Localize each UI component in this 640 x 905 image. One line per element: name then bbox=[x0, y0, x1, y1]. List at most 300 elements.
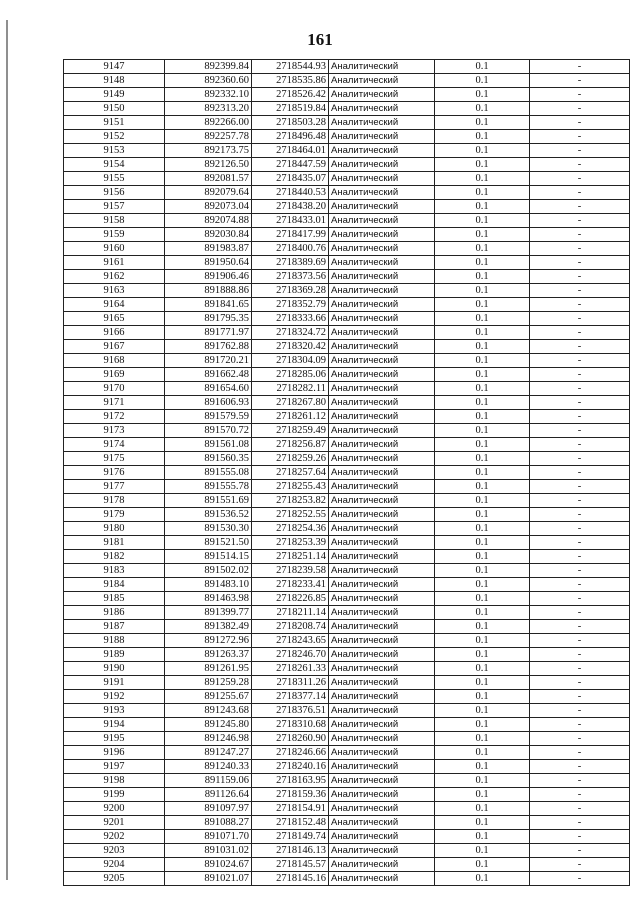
extra-cell: - bbox=[530, 774, 630, 788]
point-number-cell: 9187 bbox=[64, 620, 165, 634]
method-cell: Аналитический bbox=[329, 270, 435, 284]
table-row bbox=[64, 662, 630, 676]
x-coordinate-cell: 892266.00 bbox=[165, 116, 252, 130]
accuracy-cell: 0.1 bbox=[435, 816, 530, 830]
table-row bbox=[64, 872, 630, 886]
table-row bbox=[64, 718, 630, 732]
table-row bbox=[64, 704, 630, 718]
table-row bbox=[64, 746, 630, 760]
table-row bbox=[64, 326, 630, 340]
x-coordinate-cell: 892081.57 bbox=[165, 172, 252, 186]
table-row bbox=[64, 60, 630, 74]
extra-cell: - bbox=[530, 606, 630, 620]
extra-cell: - bbox=[530, 746, 630, 760]
x-coordinate-cell: 891579.59 bbox=[165, 410, 252, 424]
method-cell: Аналитический bbox=[329, 536, 435, 550]
x-coordinate-cell: 892313.20 bbox=[165, 102, 252, 116]
extra-cell: - bbox=[530, 186, 630, 200]
extra-cell: - bbox=[530, 60, 630, 74]
table-row bbox=[64, 858, 630, 872]
x-coordinate-cell: 892360.60 bbox=[165, 74, 252, 88]
point-number-cell: 9152 bbox=[64, 130, 165, 144]
x-coordinate-cell: 891841.65 bbox=[165, 298, 252, 312]
accuracy-cell: 0.1 bbox=[435, 494, 530, 508]
y-coordinate-cell: 2718535.86 bbox=[252, 74, 329, 88]
point-number-cell: 9164 bbox=[64, 298, 165, 312]
coordinates-table bbox=[63, 59, 630, 886]
accuracy-cell: 0.1 bbox=[435, 340, 530, 354]
extra-cell: - bbox=[530, 676, 630, 690]
y-coordinate-cell: 2718464.01 bbox=[252, 144, 329, 158]
accuracy-cell: 0.1 bbox=[435, 116, 530, 130]
x-coordinate-cell: 891795.35 bbox=[165, 312, 252, 326]
accuracy-cell: 0.1 bbox=[435, 774, 530, 788]
table-row bbox=[64, 116, 630, 130]
method-cell: Аналитический bbox=[329, 564, 435, 578]
point-number-cell: 9157 bbox=[64, 200, 165, 214]
accuracy-cell: 0.1 bbox=[435, 830, 530, 844]
accuracy-cell: 0.1 bbox=[435, 354, 530, 368]
y-coordinate-cell: 2718417.99 bbox=[252, 228, 329, 242]
y-coordinate-cell: 2718440.53 bbox=[252, 186, 329, 200]
accuracy-cell: 0.1 bbox=[435, 298, 530, 312]
y-coordinate-cell: 2718310.68 bbox=[252, 718, 329, 732]
point-number-cell: 9149 bbox=[64, 88, 165, 102]
point-number-cell: 9160 bbox=[64, 242, 165, 256]
accuracy-cell: 0.1 bbox=[435, 158, 530, 172]
method-cell: Аналитический bbox=[329, 802, 435, 816]
point-number-cell: 9190 bbox=[64, 662, 165, 676]
y-coordinate-cell: 2718304.09 bbox=[252, 354, 329, 368]
y-coordinate-cell: 2718311.26 bbox=[252, 676, 329, 690]
table-row bbox=[64, 312, 630, 326]
method-cell: Аналитический bbox=[329, 312, 435, 326]
table-row bbox=[64, 466, 630, 480]
accuracy-cell: 0.1 bbox=[435, 312, 530, 326]
point-number-cell: 9204 bbox=[64, 858, 165, 872]
x-coordinate-cell: 891521.50 bbox=[165, 536, 252, 550]
accuracy-cell: 0.1 bbox=[435, 536, 530, 550]
extra-cell: - bbox=[530, 718, 630, 732]
point-number-cell: 9177 bbox=[64, 480, 165, 494]
table-row bbox=[64, 494, 630, 508]
x-coordinate-cell: 892126.50 bbox=[165, 158, 252, 172]
y-coordinate-cell: 2718320.42 bbox=[252, 340, 329, 354]
extra-cell: - bbox=[530, 284, 630, 298]
y-coordinate-cell: 2718369.28 bbox=[252, 284, 329, 298]
method-cell: Аналитический bbox=[329, 718, 435, 732]
point-number-cell: 9167 bbox=[64, 340, 165, 354]
point-number-cell: 9162 bbox=[64, 270, 165, 284]
method-cell: Аналитический bbox=[329, 578, 435, 592]
table-row bbox=[64, 802, 630, 816]
point-number-cell: 9191 bbox=[64, 676, 165, 690]
extra-cell: - bbox=[530, 592, 630, 606]
table-row bbox=[64, 256, 630, 270]
accuracy-cell: 0.1 bbox=[435, 284, 530, 298]
table-row bbox=[64, 340, 630, 354]
point-number-cell: 9182 bbox=[64, 550, 165, 564]
x-coordinate-cell: 891536.52 bbox=[165, 508, 252, 522]
accuracy-cell: 0.1 bbox=[435, 592, 530, 606]
method-cell: Аналитический bbox=[329, 172, 435, 186]
method-cell: Аналитический bbox=[329, 144, 435, 158]
y-coordinate-cell: 2718257.64 bbox=[252, 466, 329, 480]
accuracy-cell: 0.1 bbox=[435, 228, 530, 242]
x-coordinate-cell: 891530.30 bbox=[165, 522, 252, 536]
x-coordinate-cell: 891514.15 bbox=[165, 550, 252, 564]
point-number-cell: 9181 bbox=[64, 536, 165, 550]
x-coordinate-cell: 891247.27 bbox=[165, 746, 252, 760]
method-cell: Аналитический bbox=[329, 508, 435, 522]
extra-cell: - bbox=[530, 270, 630, 284]
method-cell: Аналитический bbox=[329, 774, 435, 788]
table-row bbox=[64, 550, 630, 564]
accuracy-cell: 0.1 bbox=[435, 858, 530, 872]
x-coordinate-cell: 891126.64 bbox=[165, 788, 252, 802]
y-coordinate-cell: 2718146.13 bbox=[252, 844, 329, 858]
table-row bbox=[64, 144, 630, 158]
table-row bbox=[64, 172, 630, 186]
method-cell: Аналитический bbox=[329, 256, 435, 270]
table-row bbox=[64, 760, 630, 774]
extra-cell: - bbox=[530, 466, 630, 480]
extra-cell: - bbox=[530, 228, 630, 242]
extra-cell: - bbox=[530, 438, 630, 452]
table-row bbox=[64, 816, 630, 830]
method-cell: Аналитический bbox=[329, 116, 435, 130]
point-number-cell: 9153 bbox=[64, 144, 165, 158]
point-number-cell: 9147 bbox=[64, 60, 165, 74]
extra-cell: - bbox=[530, 396, 630, 410]
extra-cell: - bbox=[530, 550, 630, 564]
x-coordinate-cell: 891399.77 bbox=[165, 606, 252, 620]
accuracy-cell: 0.1 bbox=[435, 522, 530, 536]
table-row bbox=[64, 424, 630, 438]
x-coordinate-cell: 891088.27 bbox=[165, 816, 252, 830]
extra-cell: - bbox=[530, 326, 630, 340]
point-number-cell: 9158 bbox=[64, 214, 165, 228]
extra-cell: - bbox=[530, 732, 630, 746]
table-row bbox=[64, 298, 630, 312]
y-coordinate-cell: 2718260.90 bbox=[252, 732, 329, 746]
point-number-cell: 9174 bbox=[64, 438, 165, 452]
accuracy-cell: 0.1 bbox=[435, 676, 530, 690]
extra-cell: - bbox=[530, 382, 630, 396]
point-number-cell: 9186 bbox=[64, 606, 165, 620]
accuracy-cell: 0.1 bbox=[435, 732, 530, 746]
extra-cell: - bbox=[530, 144, 630, 158]
y-coordinate-cell: 2718243.65 bbox=[252, 634, 329, 648]
x-coordinate-cell: 891243.68 bbox=[165, 704, 252, 718]
extra-cell: - bbox=[530, 256, 630, 270]
accuracy-cell: 0.1 bbox=[435, 326, 530, 340]
y-coordinate-cell: 2718259.26 bbox=[252, 452, 329, 466]
method-cell: Аналитический bbox=[329, 298, 435, 312]
y-coordinate-cell: 2718259.49 bbox=[252, 424, 329, 438]
method-cell: Аналитический bbox=[329, 830, 435, 844]
extra-cell: - bbox=[530, 690, 630, 704]
y-coordinate-cell: 2718285.06 bbox=[252, 368, 329, 382]
accuracy-cell: 0.1 bbox=[435, 396, 530, 410]
accuracy-cell: 0.1 bbox=[435, 424, 530, 438]
accuracy-cell: 0.1 bbox=[435, 466, 530, 480]
table-row bbox=[64, 690, 630, 704]
x-coordinate-cell: 892399.84 bbox=[165, 60, 252, 74]
table-row bbox=[64, 270, 630, 284]
method-cell: Аналитический bbox=[329, 102, 435, 116]
method-cell: Аналитический bbox=[329, 606, 435, 620]
x-coordinate-cell: 891245.80 bbox=[165, 718, 252, 732]
extra-cell: - bbox=[530, 74, 630, 88]
x-coordinate-cell: 892030.84 bbox=[165, 228, 252, 242]
method-cell: Аналитический bbox=[329, 746, 435, 760]
extra-cell: - bbox=[530, 452, 630, 466]
extra-cell: - bbox=[530, 620, 630, 634]
point-number-cell: 9183 bbox=[64, 564, 165, 578]
method-cell: Аналитический bbox=[329, 816, 435, 830]
point-number-cell: 9178 bbox=[64, 494, 165, 508]
x-coordinate-cell: 892079.64 bbox=[165, 186, 252, 200]
table-row bbox=[64, 732, 630, 746]
y-coordinate-cell: 2718240.16 bbox=[252, 760, 329, 774]
point-number-cell: 9189 bbox=[64, 648, 165, 662]
y-coordinate-cell: 2718389.69 bbox=[252, 256, 329, 270]
point-number-cell: 9180 bbox=[64, 522, 165, 536]
x-coordinate-cell: 891762.88 bbox=[165, 340, 252, 354]
table-row bbox=[64, 564, 630, 578]
extra-cell: - bbox=[530, 704, 630, 718]
extra-cell: - bbox=[530, 340, 630, 354]
y-coordinate-cell: 2718261.12 bbox=[252, 410, 329, 424]
table-row bbox=[64, 242, 630, 256]
x-coordinate-cell: 891382.49 bbox=[165, 620, 252, 634]
y-coordinate-cell: 2718496.48 bbox=[252, 130, 329, 144]
accuracy-cell: 0.1 bbox=[435, 550, 530, 564]
x-coordinate-cell: 891071.70 bbox=[165, 830, 252, 844]
point-number-cell: 9176 bbox=[64, 466, 165, 480]
y-coordinate-cell: 2718163.95 bbox=[252, 774, 329, 788]
coordinates-table-body bbox=[64, 60, 630, 886]
table-row bbox=[64, 354, 630, 368]
method-cell: Аналитический bbox=[329, 466, 435, 480]
x-coordinate-cell: 891570.72 bbox=[165, 424, 252, 438]
extra-cell: - bbox=[530, 564, 630, 578]
y-coordinate-cell: 2718145.57 bbox=[252, 858, 329, 872]
y-coordinate-cell: 2718211.14 bbox=[252, 606, 329, 620]
accuracy-cell: 0.1 bbox=[435, 172, 530, 186]
method-cell: Аналитический bbox=[329, 284, 435, 298]
table-row bbox=[64, 410, 630, 424]
method-cell: Аналитический bbox=[329, 844, 435, 858]
extra-cell: - bbox=[530, 298, 630, 312]
y-coordinate-cell: 2718438.20 bbox=[252, 200, 329, 214]
x-coordinate-cell: 891560.35 bbox=[165, 452, 252, 466]
table-row bbox=[64, 774, 630, 788]
method-cell: Аналитический bbox=[329, 424, 435, 438]
extra-cell: - bbox=[530, 410, 630, 424]
x-coordinate-cell: 891906.46 bbox=[165, 270, 252, 284]
accuracy-cell: 0.1 bbox=[435, 480, 530, 494]
y-coordinate-cell: 2718324.72 bbox=[252, 326, 329, 340]
method-cell: Аналитический bbox=[329, 550, 435, 564]
method-cell: Аналитический bbox=[329, 480, 435, 494]
x-coordinate-cell: 891606.93 bbox=[165, 396, 252, 410]
point-number-cell: 9171 bbox=[64, 396, 165, 410]
extra-cell: - bbox=[530, 816, 630, 830]
page-number: 161 bbox=[307, 30, 333, 49]
point-number-cell: 9155 bbox=[64, 172, 165, 186]
accuracy-cell: 0.1 bbox=[435, 578, 530, 592]
table-row bbox=[64, 284, 630, 298]
point-number-cell: 9179 bbox=[64, 508, 165, 522]
extra-cell: - bbox=[530, 872, 630, 886]
method-cell: Аналитический bbox=[329, 228, 435, 242]
table-row bbox=[64, 830, 630, 844]
extra-cell: - bbox=[530, 88, 630, 102]
table-row bbox=[64, 228, 630, 242]
method-cell: Аналитический bbox=[329, 438, 435, 452]
x-coordinate-cell: 891463.98 bbox=[165, 592, 252, 606]
accuracy-cell: 0.1 bbox=[435, 760, 530, 774]
method-cell: Аналитический bbox=[329, 676, 435, 690]
point-number-cell: 9169 bbox=[64, 368, 165, 382]
accuracy-cell: 0.1 bbox=[435, 508, 530, 522]
y-coordinate-cell: 2718154.91 bbox=[252, 802, 329, 816]
y-coordinate-cell: 2718256.87 bbox=[252, 438, 329, 452]
x-coordinate-cell: 891159.06 bbox=[165, 774, 252, 788]
extra-cell: - bbox=[530, 522, 630, 536]
x-coordinate-cell: 891551.69 bbox=[165, 494, 252, 508]
extra-cell: - bbox=[530, 830, 630, 844]
accuracy-cell: 0.1 bbox=[435, 382, 530, 396]
y-coordinate-cell: 2718282.11 bbox=[252, 382, 329, 396]
y-coordinate-cell: 2718519.84 bbox=[252, 102, 329, 116]
accuracy-cell: 0.1 bbox=[435, 746, 530, 760]
table-row bbox=[64, 522, 630, 536]
extra-cell: - bbox=[530, 368, 630, 382]
point-number-cell: 9203 bbox=[64, 844, 165, 858]
extra-cell: - bbox=[530, 312, 630, 326]
point-number-cell: 9184 bbox=[64, 578, 165, 592]
x-coordinate-cell: 891259.28 bbox=[165, 676, 252, 690]
point-number-cell: 9150 bbox=[64, 102, 165, 116]
accuracy-cell: 0.1 bbox=[435, 662, 530, 676]
x-coordinate-cell: 891240.33 bbox=[165, 760, 252, 774]
accuracy-cell: 0.1 bbox=[435, 788, 530, 802]
table-row bbox=[64, 606, 630, 620]
y-coordinate-cell: 2718333.66 bbox=[252, 312, 329, 326]
method-cell: Аналитический bbox=[329, 88, 435, 102]
point-number-cell: 9193 bbox=[64, 704, 165, 718]
y-coordinate-cell: 2718254.36 bbox=[252, 522, 329, 536]
method-cell: Аналитический bbox=[329, 704, 435, 718]
y-coordinate-cell: 2718377.14 bbox=[252, 690, 329, 704]
accuracy-cell: 0.1 bbox=[435, 704, 530, 718]
scan-edge-mark bbox=[6, 20, 8, 880]
y-coordinate-cell: 2718239.58 bbox=[252, 564, 329, 578]
x-coordinate-cell: 891502.02 bbox=[165, 564, 252, 578]
accuracy-cell: 0.1 bbox=[435, 242, 530, 256]
extra-cell: - bbox=[530, 494, 630, 508]
extra-cell: - bbox=[530, 536, 630, 550]
y-coordinate-cell: 2718246.66 bbox=[252, 746, 329, 760]
table-row bbox=[64, 592, 630, 606]
point-number-cell: 9202 bbox=[64, 830, 165, 844]
accuracy-cell: 0.1 bbox=[435, 844, 530, 858]
accuracy-cell: 0.1 bbox=[435, 438, 530, 452]
accuracy-cell: 0.1 bbox=[435, 186, 530, 200]
table-row bbox=[64, 88, 630, 102]
table-row bbox=[64, 368, 630, 382]
method-cell: Аналитический bbox=[329, 634, 435, 648]
point-number-cell: 9175 bbox=[64, 452, 165, 466]
accuracy-cell: 0.1 bbox=[435, 620, 530, 634]
method-cell: Аналитический bbox=[329, 410, 435, 424]
x-coordinate-cell: 891950.64 bbox=[165, 256, 252, 270]
method-cell: Аналитический bbox=[329, 592, 435, 606]
table-row bbox=[64, 102, 630, 116]
table-row bbox=[64, 578, 630, 592]
point-number-cell: 9165 bbox=[64, 312, 165, 326]
method-cell: Аналитический bbox=[329, 788, 435, 802]
method-cell: Аналитический bbox=[329, 60, 435, 74]
point-number-cell: 9154 bbox=[64, 158, 165, 172]
extra-cell: - bbox=[530, 242, 630, 256]
method-cell: Аналитический bbox=[329, 158, 435, 172]
y-coordinate-cell: 2718226.85 bbox=[252, 592, 329, 606]
accuracy-cell: 0.1 bbox=[435, 872, 530, 886]
y-coordinate-cell: 2718400.76 bbox=[252, 242, 329, 256]
method-cell: Аналитический bbox=[329, 130, 435, 144]
x-coordinate-cell: 891662.48 bbox=[165, 368, 252, 382]
y-coordinate-cell: 2718544.93 bbox=[252, 60, 329, 74]
table-row bbox=[64, 214, 630, 228]
table-row bbox=[64, 200, 630, 214]
point-number-cell: 9195 bbox=[64, 732, 165, 746]
point-number-cell: 9156 bbox=[64, 186, 165, 200]
point-number-cell: 9197 bbox=[64, 760, 165, 774]
point-number-cell: 9205 bbox=[64, 872, 165, 886]
point-number-cell: 9196 bbox=[64, 746, 165, 760]
table-row bbox=[64, 452, 630, 466]
accuracy-cell: 0.1 bbox=[435, 256, 530, 270]
point-number-cell: 9192 bbox=[64, 690, 165, 704]
extra-cell: - bbox=[530, 844, 630, 858]
point-number-cell: 9163 bbox=[64, 284, 165, 298]
x-coordinate-cell: 891261.95 bbox=[165, 662, 252, 676]
accuracy-cell: 0.1 bbox=[435, 718, 530, 732]
point-number-cell: 9173 bbox=[64, 424, 165, 438]
point-number-cell: 9151 bbox=[64, 116, 165, 130]
method-cell: Аналитический bbox=[329, 326, 435, 340]
extra-cell: - bbox=[530, 480, 630, 494]
point-number-cell: 9185 bbox=[64, 592, 165, 606]
point-number-cell: 9188 bbox=[64, 634, 165, 648]
x-coordinate-cell: 892257.78 bbox=[165, 130, 252, 144]
x-coordinate-cell: 891483.10 bbox=[165, 578, 252, 592]
method-cell: Аналитический bbox=[329, 872, 435, 886]
x-coordinate-cell: 891021.07 bbox=[165, 872, 252, 886]
table-row bbox=[64, 396, 630, 410]
y-coordinate-cell: 2718503.28 bbox=[252, 116, 329, 130]
method-cell: Аналитический bbox=[329, 732, 435, 746]
table-row bbox=[64, 536, 630, 550]
method-cell: Аналитический bbox=[329, 662, 435, 676]
method-cell: Аналитический bbox=[329, 494, 435, 508]
x-coordinate-cell: 891255.67 bbox=[165, 690, 252, 704]
accuracy-cell: 0.1 bbox=[435, 88, 530, 102]
